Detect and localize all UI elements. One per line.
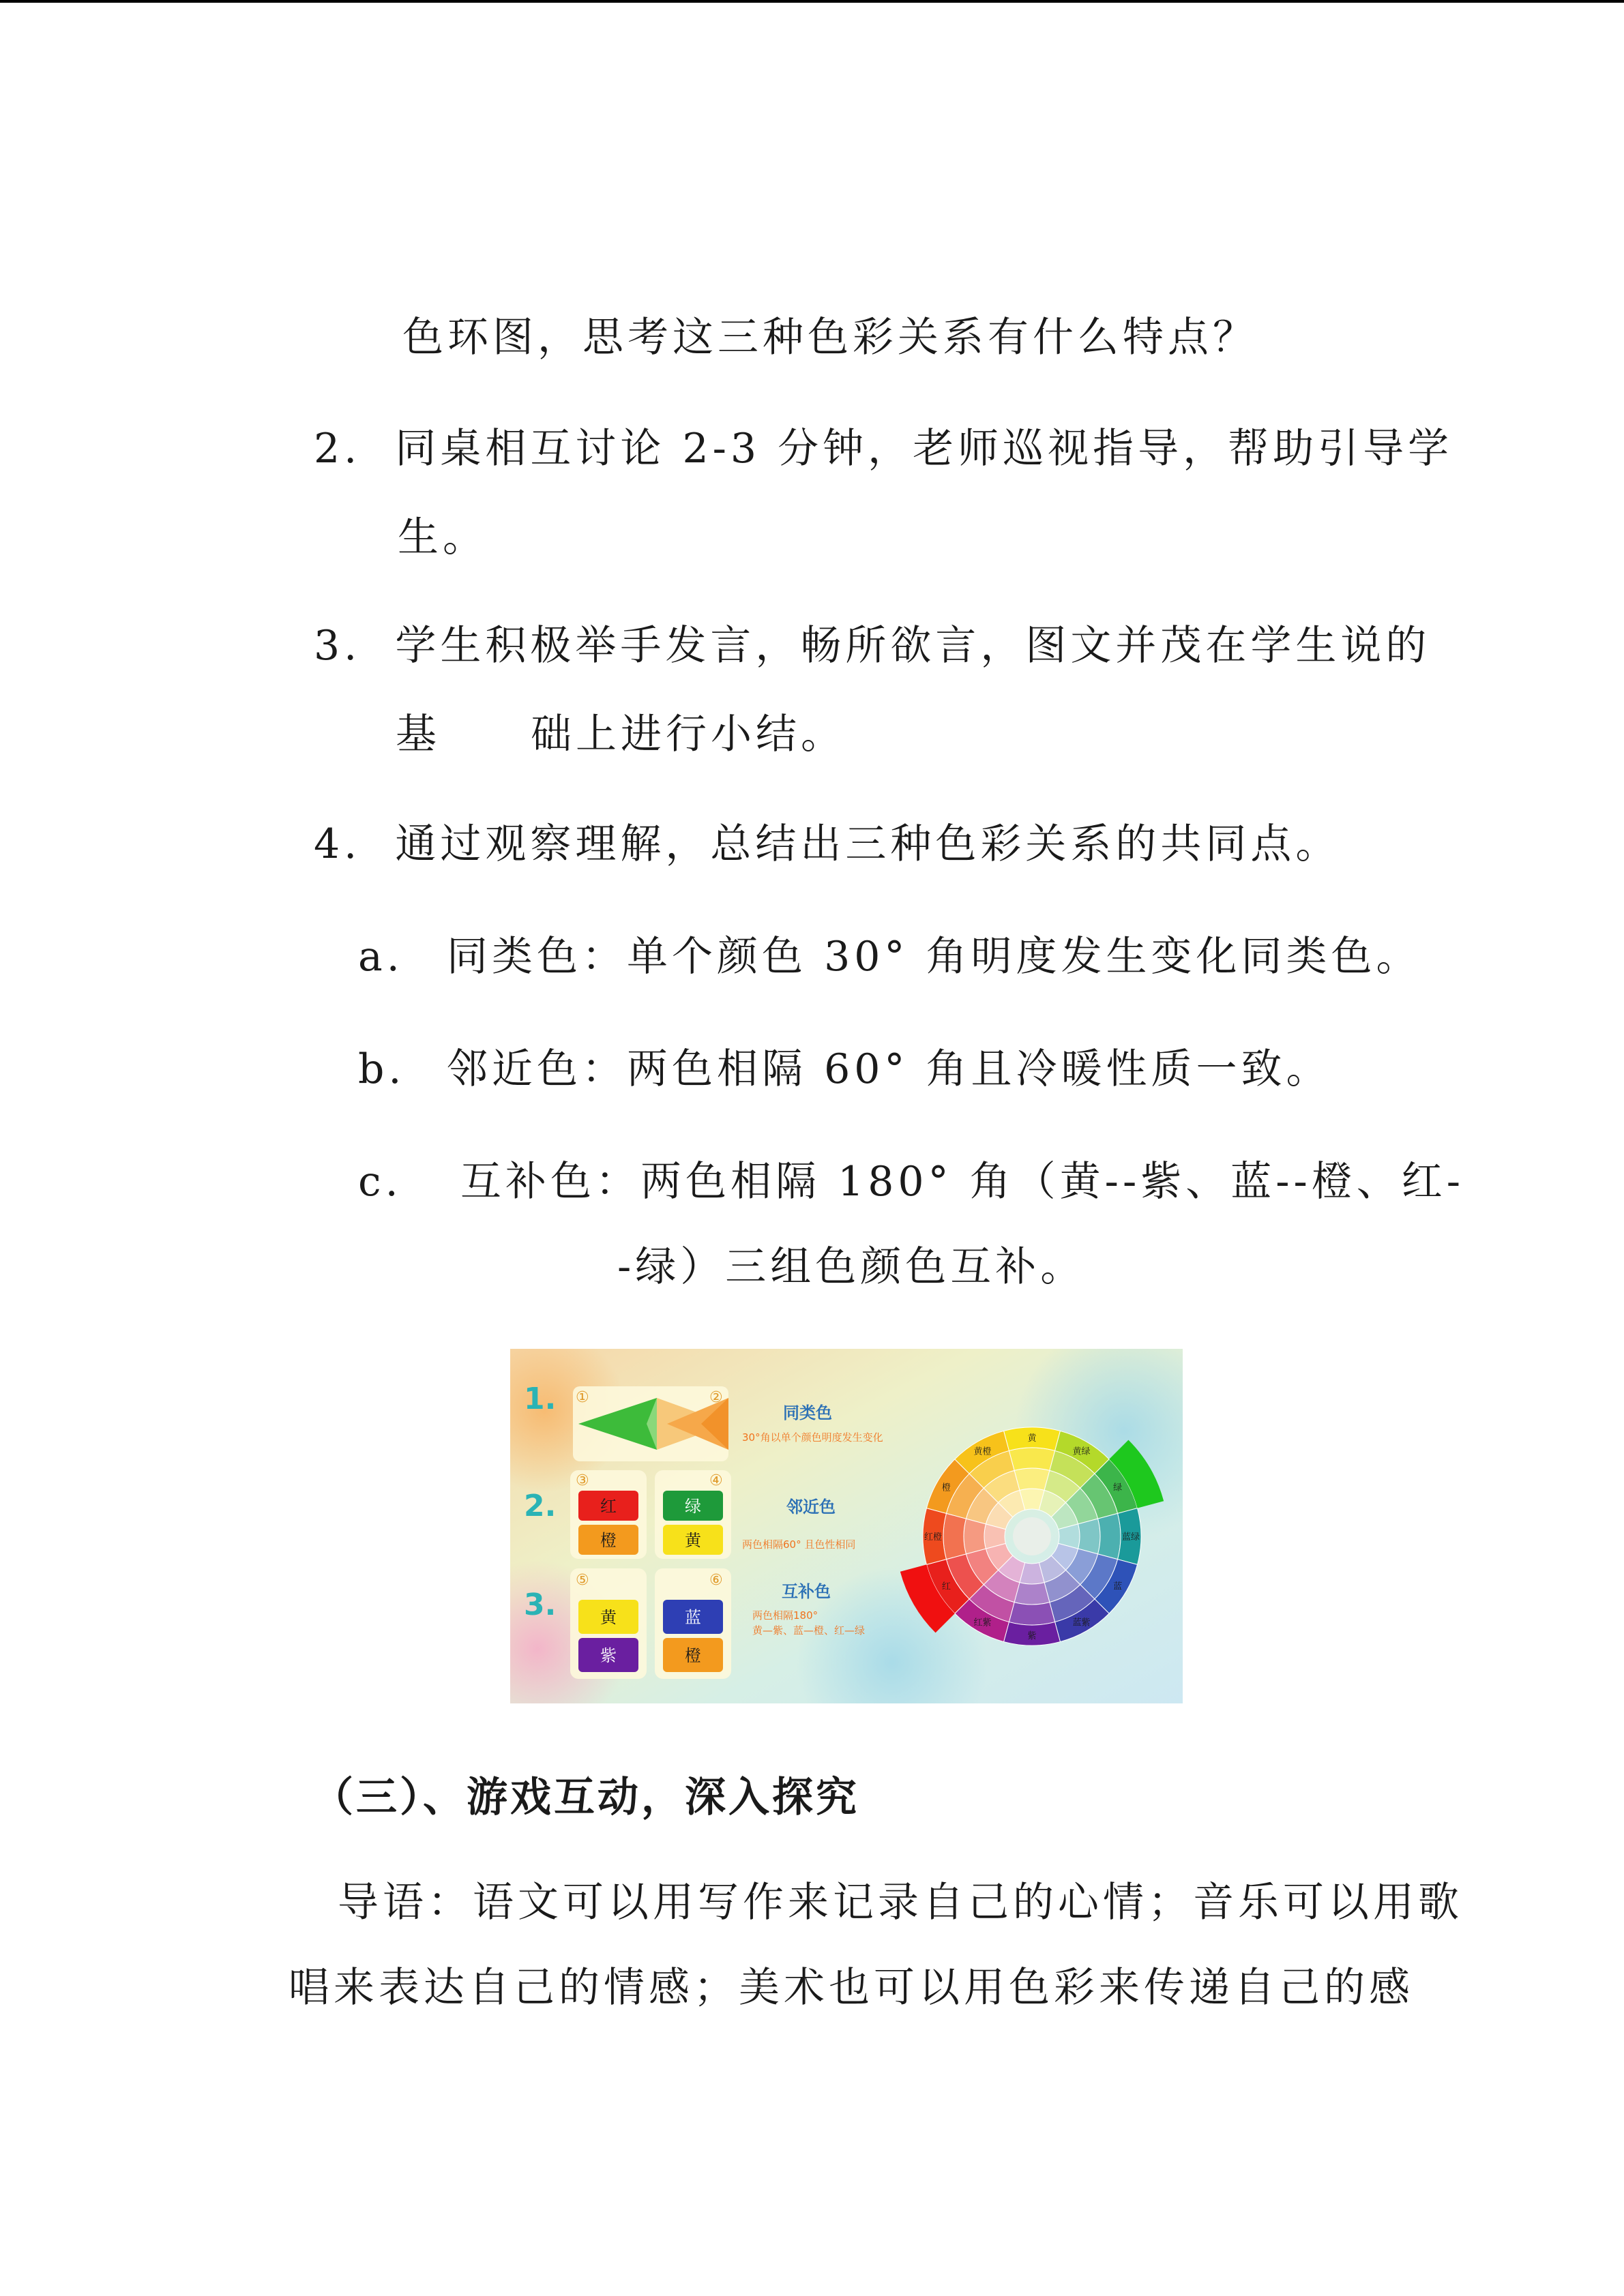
sub-item-b: [358, 1042, 1331, 1097]
color-wheel-label: 蓝紫: [1072, 1617, 1091, 1628]
swatch-label: 绿: [685, 1497, 701, 1516]
list-number: 4.: [314, 820, 361, 868]
panel-1-title: 同类色: [783, 1403, 832, 1422]
badge-1: ①: [576, 1389, 589, 1406]
sub-item-label: a.: [358, 933, 404, 981]
color-wheel-segment: [1014, 1468, 1050, 1490]
color-relationship-figure: [510, 1349, 1183, 1703]
color-wheel-segment: [1009, 1448, 1054, 1470]
color-wheel-hub: [1013, 1517, 1051, 1555]
color-wheel-segment: [1098, 1513, 1121, 1559]
badge-5: ⑤: [576, 1572, 589, 1589]
swatch-label: 红: [600, 1497, 617, 1516]
badge-2: ②: [709, 1389, 723, 1406]
panel-3-title: 互补色: [782, 1582, 831, 1601]
color-wheel-segment: [1014, 1583, 1050, 1605]
sub-item-c-continued: -绿）三组色颜色互补。: [617, 1243, 1086, 1291]
panel-1-caption: 30°角以单个颜色明度发生变化: [742, 1431, 883, 1444]
badge-6: ⑥: [709, 1572, 723, 1589]
text-line-1: 色环图，思考这三种色彩关系有什么特点？: [402, 314, 1258, 361]
badge-3: ③: [576, 1472, 589, 1489]
list-item-2-continued: 生。: [398, 513, 488, 561]
color-wheel-label: 蓝绿: [1121, 1532, 1140, 1542]
swatch-label: 黄: [600, 1608, 617, 1627]
sub-item-text: 邻近色：两色相隔 60° 角且冷暖性质一致。: [447, 1045, 1331, 1093]
color-wheel-label: 红: [941, 1581, 951, 1592]
paragraph-line-1: 导语：语文可以用写作来记录自己的心情；音乐可以用歌: [338, 1879, 1463, 1926]
sub-item-text: 互补色：两色相隔 180° 角（黄--紫、蓝--橙、红-: [460, 1158, 1465, 1206]
color-wheel-segment: [964, 1519, 986, 1554]
list-text: 学生积极举手发言，畅所欲言，图文并茂在学生说的: [395, 622, 1431, 670]
list-text: 通过观察理解，总结出三种色彩关系的共同点。: [395, 820, 1341, 868]
swatch-label: 橙: [600, 1531, 617, 1550]
list-item-3-continued: 基 础上进行小结。: [396, 711, 846, 758]
color-wheel-label: 绿: [1113, 1482, 1123, 1493]
color-wheel-label: 红橙: [924, 1532, 943, 1542]
color-wheel-segment: [1009, 1602, 1054, 1625]
panel-2-title: 邻近色: [786, 1497, 836, 1517]
list-text: 同桌相互讨论 2-3 分钟，老师巡视指导，帮助引导学: [395, 425, 1453, 473]
sub-item-label: b.: [358, 1045, 406, 1093]
list-item-2: [314, 421, 1453, 476]
section-heading: （三）、游戏互动，深入探究: [312, 1774, 859, 1821]
color-wheel-label: 黄橙: [973, 1446, 992, 1457]
list-item-4: [314, 817, 1340, 871]
color-wheel-label: 橙: [941, 1482, 951, 1493]
panel-number-3: 3.: [524, 1587, 557, 1622]
page-top-border: [0, 0, 1624, 3]
sub-item-text: 同类色：单个颜色 30° 角明度发生变化同类色。: [447, 933, 1421, 981]
panel-2-caption: 两色相隔60° 且色性相同: [742, 1538, 856, 1551]
badge-4: ④: [709, 1472, 723, 1489]
paragraph-line-2: 唱来表达自己的情感；美术也可以用色彩来传递自己的感: [289, 1964, 1414, 2012]
list-number: 3.: [314, 622, 361, 670]
color-wheel-label: 紫: [1027, 1631, 1037, 1641]
list-number: 2.: [314, 425, 361, 473]
color-wheel-segment: [1078, 1519, 1100, 1554]
panel-3-caption: 两色相隔180°: [752, 1609, 818, 1622]
color-wheel-label: 黄: [1027, 1433, 1037, 1444]
panel-number-2: 2.: [524, 1489, 557, 1523]
color-wheel-segment: [943, 1513, 966, 1559]
panel-number-1: 1.: [524, 1382, 557, 1416]
color-wheel-label: 红紫: [973, 1617, 992, 1628]
swatch-label: 紫: [600, 1646, 617, 1665]
color-wheel-label: 黄绿: [1072, 1446, 1091, 1457]
swatch-label: 蓝: [685, 1608, 701, 1627]
sub-item-a: [358, 929, 1421, 984]
list-item-3: [314, 618, 1430, 673]
swatch-label: 橙: [685, 1646, 701, 1665]
panel-3-caption-pairs: 黄—紫、蓝—橙、红—绿: [752, 1624, 866, 1637]
sub-item-c: [358, 1154, 1464, 1209]
sub-item-label: c.: [358, 1158, 402, 1206]
color-wheel-label: 蓝: [1113, 1581, 1123, 1592]
swatch-label: 黄: [685, 1531, 701, 1550]
